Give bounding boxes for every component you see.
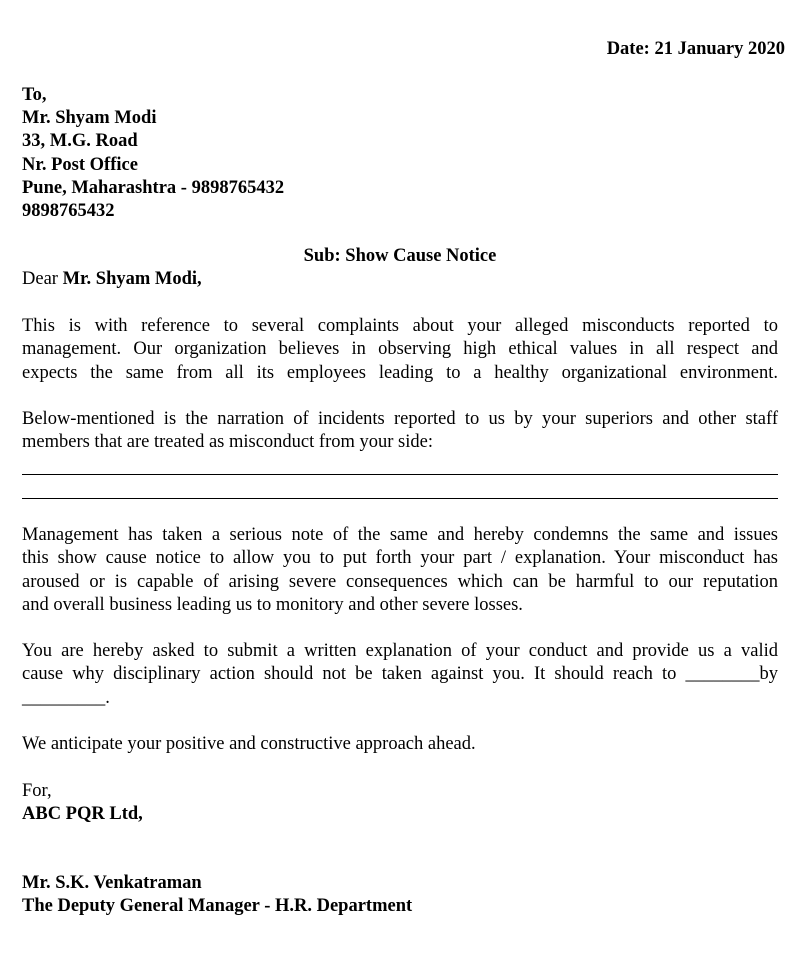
paragraph-anticipate (22, 733, 778, 756)
recipient-address (22, 84, 284, 223)
paragraph-line: We anticipate your positive and constructive approach ahead. (22, 734, 476, 754)
paragraph-line: members that are treated as misconduct from your side: (22, 432, 433, 453)
paragraph-reference (22, 315, 778, 385)
paragraph-line: This is with reference to several complaints about your alleged misconducts reported to (22, 316, 778, 336)
letter-date: Date: 21 January 2020 (606, 39, 785, 59)
paragraph-line: You are hereby asked to submit a written explanation of your conduct and provide us a valid (22, 641, 778, 661)
paragraph-line: this show cause notice to allow you to put forth your part / explanation. Your misconduct has (22, 548, 778, 569)
recipient-phone: 9898765432 (22, 201, 115, 222)
paragraph-management (22, 524, 778, 617)
address-to: To, (22, 85, 47, 105)
blank-line-1 (22, 474, 778, 475)
paragraph-line: _________. (22, 687, 110, 708)
paragraph-line: Management has taken a serious note of the same and hereby condemns the same and issues (22, 525, 778, 545)
recipient-street: 33, M.G. Road (22, 131, 138, 152)
company-name: ABC PQR Ltd, (22, 804, 143, 825)
closing-for: For, (22, 781, 52, 801)
paragraph-line: cause why disciplinary action should not be taken against you. It should reach to ________by (22, 664, 778, 685)
recipient-city: Pune, Maharashtra - 9898765432 (22, 177, 285, 198)
blank-line-2 (22, 498, 778, 499)
closing-block (22, 780, 143, 826)
recipient-name: Mr. Shyam Modi (22, 108, 157, 129)
signatory-designation: The Deputy General Manager - H.R. Department (22, 896, 413, 917)
paragraph-line: aroused or is capable of arising severe consequences which can be harmful to our reputation (22, 571, 778, 592)
salutation (22, 268, 202, 291)
paragraph-incidents (22, 408, 778, 455)
paragraph-line: management. Our organization believes in observing high ethical values in all respect and (22, 339, 778, 360)
paragraph-line: and overall business leading us to monitory and other severe losses. (22, 594, 523, 615)
signature-block (22, 872, 412, 918)
subject-line: Sub: Show Cause Notice (303, 246, 497, 266)
salutation-prefix: Dear (22, 269, 63, 289)
signatory-name: Mr. S.K. Venkatraman (22, 873, 202, 893)
paragraph-explanation (22, 640, 778, 710)
salutation-name: Mr. Shyam Modi, (62, 269, 202, 289)
paragraph-line: expects the same from all its employees leading to a healthy organizational environment. (22, 362, 778, 383)
recipient-landmark: Nr. Post Office (22, 154, 138, 175)
paragraph-line: Below-mentioned is the narration of incidents reported to us by your superiors and other staff (22, 409, 778, 429)
